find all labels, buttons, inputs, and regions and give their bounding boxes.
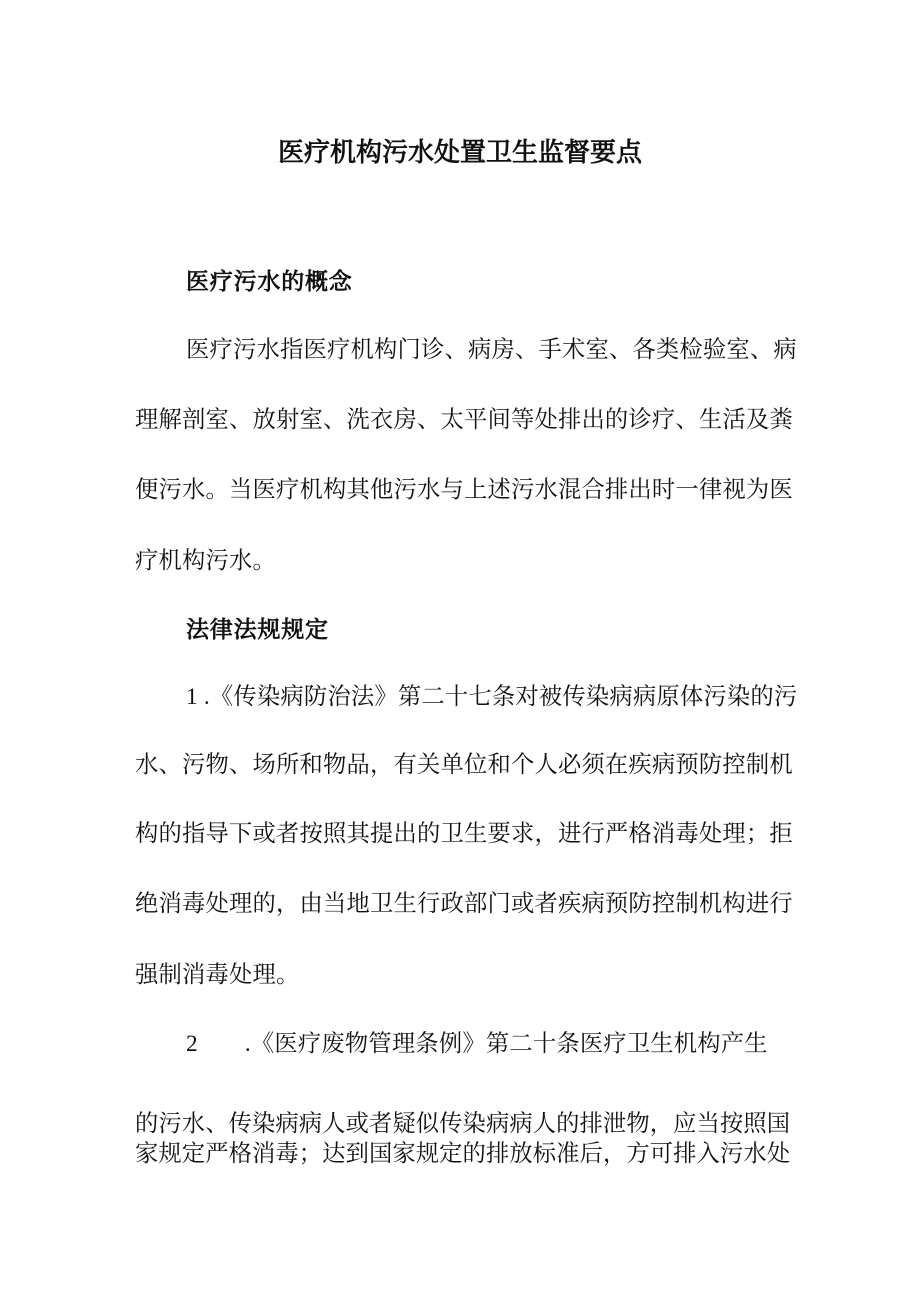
- paragraph-line: 强制消毒处理。: [135, 962, 300, 988]
- paragraph-line: 医疗污水指医疗机构门诊、病房、手术室、各类检验室、病: [186, 337, 797, 363]
- paragraph-line: 便污水。当医疗机构其他污水与上述污水混合排出时一律视为医: [135, 477, 793, 503]
- document-title: 医疗机构污水处置卫生监督要点: [277, 137, 642, 167]
- paragraph-line: 水、污物、场所和物品，有关单位和个人必须在疾病预防控制机: [135, 752, 793, 778]
- paragraph-line: 的污水、传染病病人或者疑似传染病病人的排泄物，应当按照国: [135, 1111, 791, 1137]
- section-heading-concept: 医疗污水的概念: [186, 269, 353, 294]
- paragraph-line: 绝消毒处理的，由当地卫生行政部门或者疾病预防控制机构进行: [135, 891, 793, 917]
- paragraph-line: 1 .《传染病防治法》第二十七条对被传染病病原体污染的污: [186, 684, 798, 710]
- paragraph-line: 疗机构污水。: [135, 548, 276, 574]
- paragraph-line: 理解剖室、放射室、洗衣房、太平间等处排出的诊疗、生活及粪: [135, 407, 793, 433]
- paragraph-line: 家规定严格消毒；达到国家规定的排放标准后，方可排入污水处: [135, 1141, 791, 1167]
- paragraph-line: 构的指导下或者按照其提出的卫生要求，进行严格消毒处理；拒: [135, 821, 793, 847]
- paragraph-line: 2 .《医疗废物管理条例》第二十条医疗卫生机构产生: [186, 1031, 768, 1057]
- section-heading-regulations: 法律法规规定: [186, 617, 329, 642]
